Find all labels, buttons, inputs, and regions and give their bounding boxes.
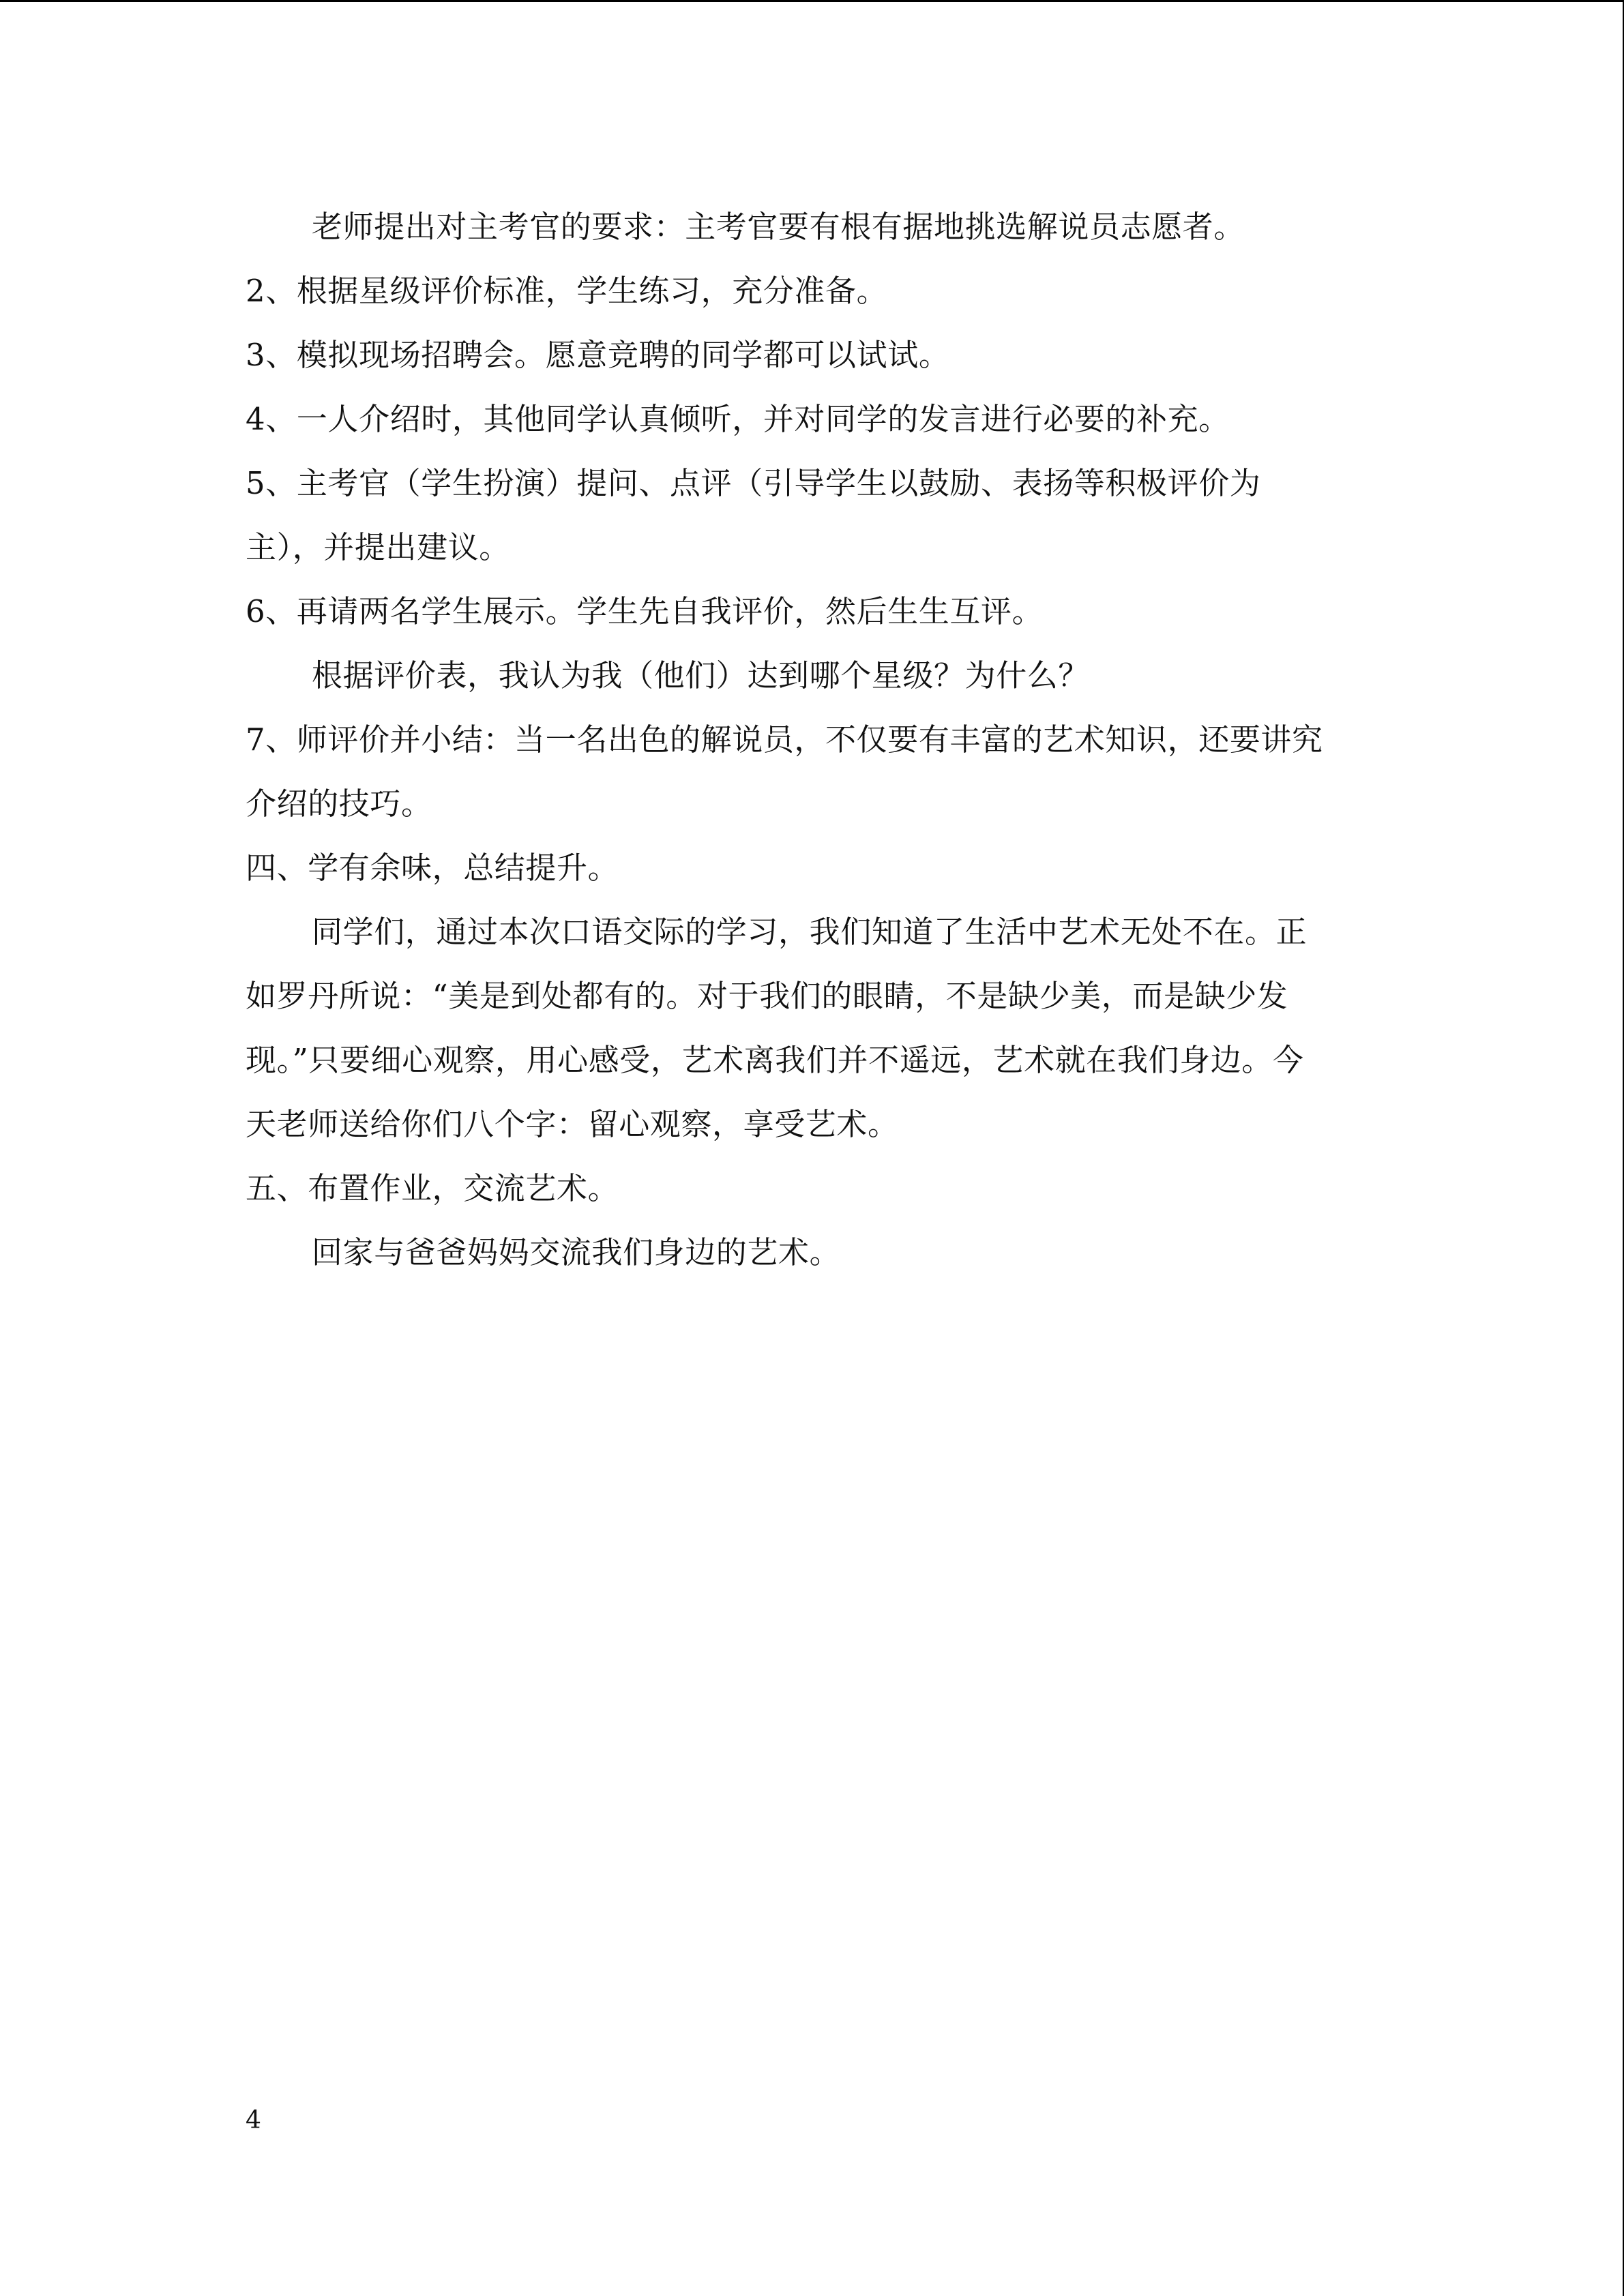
paragraph-line: 老师提出对主考官的要求：主考官要有根有据地挑选解说员志愿者。 [312, 209, 1245, 245]
paragraph-line: 介绍的技巧。 [246, 786, 432, 822]
paragraph-line: 同学们，通过本次口语交际的学习，我们知道了生活中艺术无处不在。正 [312, 914, 1308, 950]
section-heading: 四、学有余味，总结提升。 [246, 850, 619, 886]
section-heading: 五、布置作业，交流艺术。 [246, 1170, 619, 1206]
paragraph-line: 天老师送给你们八个字：留心观察，享受艺术。 [246, 1106, 899, 1142]
page-number: 4 [246, 2106, 261, 2134]
paragraph-line: 7、师评价并小结：当一名出色的解说员，不仅要有丰富的艺术知识，还要讲究 [246, 721, 1323, 758]
paragraph-line: 回家与爸爸妈妈交流我们身边的艺术。 [312, 1234, 841, 1270]
paragraph-line: 3、模拟现场招聘会。愿意竞聘的同学都可以试试。 [246, 337, 950, 373]
paragraph-line: 现。”只要细心观察，用心感受，艺术离我们并不遥远，艺术就在我们身边。今 [246, 1042, 1304, 1078]
paragraph-line: 5、主考官（学生扮演）提问、点评（引导学生以鼓励、表扬等积极评价为 [246, 465, 1261, 501]
paragraph-line: 6、再请两名学生展示。学生先自我评价，然后生生互评。 [246, 593, 1044, 629]
document-body [246, 195, 1385, 1285]
paragraph-line: 2、根据星级评价标准，学生练习，充分准备。 [246, 273, 888, 309]
top-border-line [0, 0, 1624, 2]
paragraph-line: 根据评价表，我认为我（他们）达到哪个星级？为什么？ [312, 657, 1090, 694]
paragraph-line: 如罗丹所说：“美是到处都有的。对于我们的眼睛，不是缺少美，而是缺少发 [246, 978, 1288, 1014]
paragraph-line: 4、一人介绍时，其他同学认真倾听，并对同学的发言进行必要的补充。 [246, 401, 1230, 437]
paragraph-line: 主），并提出建议。 [246, 529, 510, 565]
